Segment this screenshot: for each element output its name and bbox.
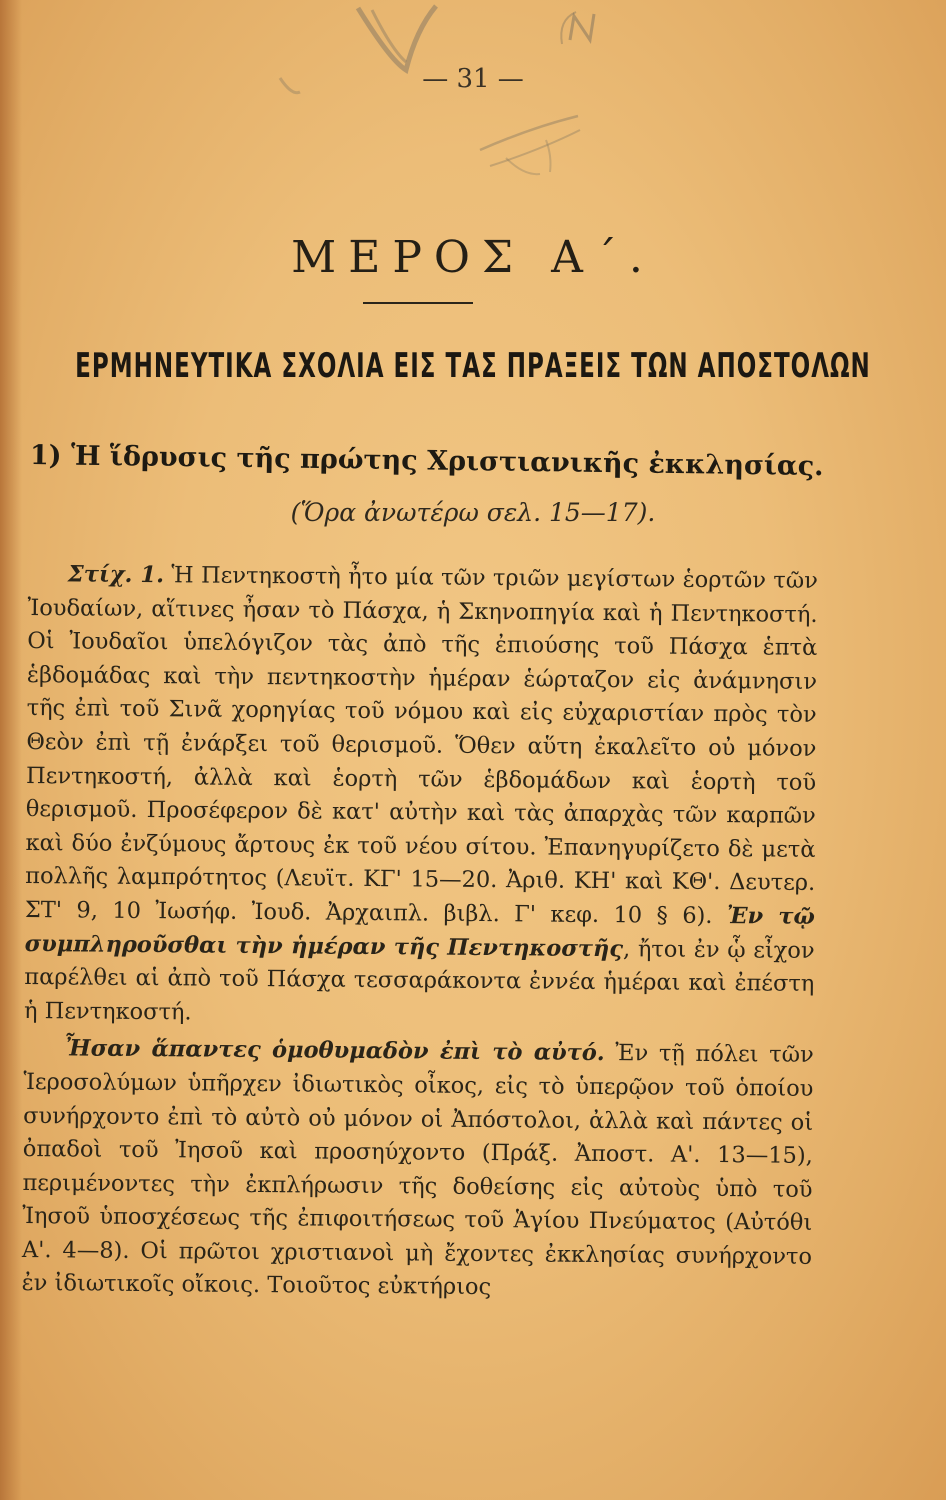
paragraph-text: Ἡ Πεντηκοστὴ ἦτο μία τῶν τριῶν μεγίστων ἑορτῶν τῶν Ἰουδαίων, αἵτινες ἦσαν τὸ Πάσχα, ἡ Σκηνοπηγία καὶ ἡ Πεντηκοστή. Οἱ Ἰουδαῖοι ὑπελόγιζον τὰς ἀπὸ τῆς ἐπιούσης τοῦ Πάσχα ἑπτὰ ἑβδομάδας καὶ τὴν πεντηκοστὴν ἡμέραν ἑώρταζον εἰς ἀνάμνησιν τῆς ἐπὶ τοῦ Σινᾶ χορηγίας τοῦ νόμου καὶ εἰς εὐχαριστίαν πρὸς τὸν Θεὸν ἐπὶ τῇ ἐνάρξει τοῦ θερισμοῦ. Ὅθεν αὕτη ἐκαλεῖτο οὐ μόνον Πεντηκοστή, ἀλλὰ καὶ ἑορτὴ τῶν ἑβδομάδων καὶ ἑορτὴ τοῦ θερισμοῦ. Προσέφερον δὲ κατ' αὐτὴν καὶ τὰς ἀπαρχὰς τῶν καρπῶν καὶ δύο ἐνζύμους ἄρτους ἐκ τοῦ νέου σίτου. Ἐπανηγυρίζετο δὲ μετὰ πολλῆς λαμπρότητος (Λευϊτ. ΚΓ' 15—20. Ἀριθ. ΚΗ' καὶ ΚΘ'. Δευτερ. ΣΤ' 9, 10 Ἰωσήφ. Ἰουδ. Ἀρχαιπλ. βιβλ. Γ' κεφ. 10 § 6). <box>24 562 818 930</box>
paragraph-text: , ἤτοι ἐν ᾧ εἶχον παρέλθει αἱ ἀπὸ τοῦ Πάσχα τεσσαράκοντα ἐννέα ἡμέραι καὶ ἐπέστη ἡ Πεντηκοστή. <box>23 935 815 1026</box>
page-number: — 31 — <box>422 64 524 94</box>
verse-label: Στίχ. 1. <box>67 561 165 589</box>
body-text <box>22 558 818 1308</box>
scripture-quote: Ἦσαν ἅπαντες ὁμοθυμαδὸν ἐπὶ τὸ αὐτό. <box>63 1035 605 1067</box>
page-edge-shadow <box>0 0 22 1500</box>
section-heading: ΕΡΜΗΝΕΥΤΙΚΑ ΣΧΟΛΙΑ ΕΙΣ ΤΑΣ ΠΡΑΞΕΙΣ ΤΩΝ ΑΠΟΣΤΟΛΩΝ <box>75 348 871 386</box>
title-divider <box>363 302 473 304</box>
part-title: ΜΕΡΟΣ Α΄. <box>291 232 655 283</box>
subsection-heading: 1) Ἡ ἵδρυσις τῆς πρώτης Χριστιανικῆς ἐκκλησίας. <box>29 440 824 483</box>
pencil-marks <box>240 0 660 200</box>
paragraph <box>22 1032 814 1308</box>
paragraph-text: Ἐν τῇ πόλει τῶν Ἱεροσολύμων ὑπῆρχεν ἰδιωτικὸς οἶκος, εἰς τὸ ὑπερῷον τοῦ ὁποίου συνήρχοντο ἐπὶ τὸ αὐτὸ οὐ μόνον οἱ Ἀπόστολοι, ἀλλὰ καὶ πάντες οἱ ὀπαδοὶ τοῦ Ἰησοῦ καὶ προσηύχοντο (Πράξ. Ἀποστ. Α'. 13—15), περιμένοντες τὴν ἐκπλήρωσιν τῆς δοθείσης εἰς αὐτοὺς ὑπὸ τοῦ Ἰησοῦ ὑποσχέσεως τῆς ἐπιφοιτήσεως τοῦ Ἁγίου Πνεύματος (Αὐτόθι Α'. 4—8). Οἱ πρῶτοι χριστιανοὶ μὴ ἔχοντες ἐκκλησίας συνήρχοντο ἐν ἰδιωτικοῖς οἴκοις. Τοιοῦτος εὐκτήριος <box>21 1040 814 1301</box>
scripture-quote: Ἐν τῷ συμπληροῦσθαι τὴν ἡμέραν τῆς Πεντηκοστῆς <box>24 903 816 962</box>
subsection-reference: (Ὅρα ἀνωτέρω σελ. 15—17). <box>290 498 656 527</box>
paragraph <box>24 558 818 1035</box>
